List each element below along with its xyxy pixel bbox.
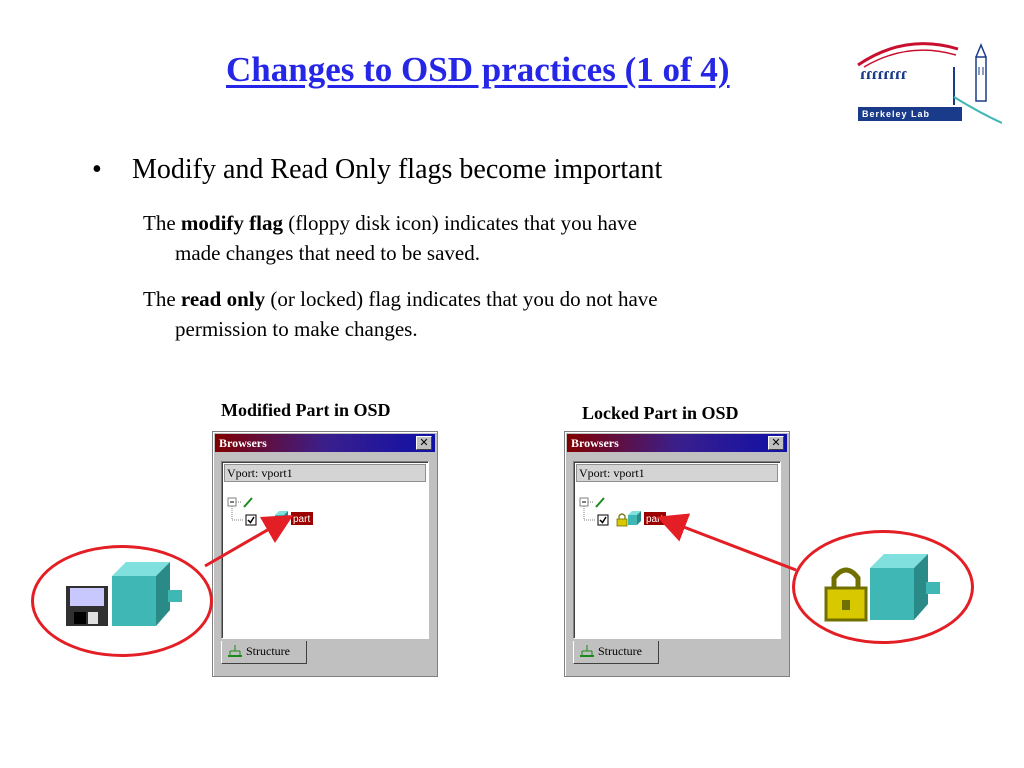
window-title: Browsers bbox=[219, 436, 267, 450]
part-label-tag[interactable] bbox=[644, 512, 666, 525]
part-cube-icon bbox=[870, 554, 940, 620]
window-titlebar[interactable] bbox=[567, 434, 787, 452]
tab-label: Structure bbox=[598, 644, 642, 658]
berkeley-lab-logo bbox=[850, 35, 1002, 127]
sub-item-read-only bbox=[143, 284, 793, 344]
part-tree bbox=[574, 482, 774, 542]
pencil-icon bbox=[244, 498, 252, 507]
bullet-text: Modify and Read Only flags become important bbox=[132, 154, 663, 185]
part-tree bbox=[222, 482, 422, 542]
tab-structure[interactable] bbox=[221, 641, 307, 664]
vport-header[interactable]: Vport: vport1 bbox=[576, 464, 778, 482]
expand-toggle-icon[interactable] bbox=[580, 498, 588, 506]
close-button[interactable]: ✕ bbox=[768, 436, 784, 450]
svg-text:part: part bbox=[646, 514, 664, 525]
visibility-checkbox[interactable] bbox=[246, 515, 256, 525]
svg-text:part: part bbox=[293, 514, 311, 525]
slide-title: Changes to OSD practices (1 of 4) bbox=[226, 50, 730, 89]
structure-tree-panel bbox=[573, 461, 781, 639]
sub-item-modify-flag bbox=[143, 208, 793, 268]
zoomed-padlock-cube bbox=[822, 548, 946, 624]
pencil-icon bbox=[596, 498, 604, 507]
structure-tree-icon bbox=[580, 644, 594, 658]
tab-label: Structure bbox=[246, 644, 290, 658]
close-button[interactable]: ✕ bbox=[416, 436, 432, 450]
visibility-checkbox[interactable] bbox=[598, 515, 608, 525]
part-label-tag[interactable] bbox=[291, 512, 313, 525]
sub-item-rest: (floppy disk icon) indicates that you have bbox=[282, 211, 637, 235]
caption-locked: Locked Part in OSD bbox=[582, 403, 739, 423]
logo-text: Berkeley Lab bbox=[862, 109, 931, 119]
floppy-disk-icon bbox=[266, 517, 274, 525]
sub-item-prefix: The bbox=[143, 211, 181, 235]
caption-modified: Modified Part in OSD bbox=[221, 400, 391, 420]
vport-header[interactable]: Vport: vport1 bbox=[224, 464, 426, 482]
sub-item-bold: modify flag bbox=[180, 211, 283, 235]
floppy-disk-icon bbox=[66, 586, 108, 626]
browser-window-locked bbox=[564, 431, 790, 677]
structure-tree-panel bbox=[221, 461, 429, 639]
sub-item-line2: permission to make changes. bbox=[175, 317, 418, 341]
padlock-icon bbox=[826, 570, 866, 620]
sub-item-line2: made changes that need to be saved. bbox=[175, 241, 480, 265]
part-cube-icon bbox=[112, 562, 182, 626]
zoomed-floppy-cube bbox=[64, 560, 188, 630]
part-cube-icon bbox=[628, 511, 641, 525]
browser-window-modified bbox=[212, 431, 438, 677]
expand-toggle-icon[interactable] bbox=[228, 498, 236, 506]
window-titlebar[interactable] bbox=[215, 434, 435, 452]
bullet-marker: • bbox=[92, 154, 102, 185]
sub-item-prefix: The bbox=[143, 287, 181, 311]
sub-item-bold: read only bbox=[180, 287, 266, 311]
window-title: Browsers bbox=[571, 436, 619, 450]
svg-text:ɾɾɾɾɾɾɾɾ: ɾɾɾɾɾɾɾɾ bbox=[860, 64, 907, 83]
part-cube-icon bbox=[275, 511, 288, 525]
sub-item-rest: (or locked) flag indicates that you do not have bbox=[265, 287, 658, 311]
tab-structure[interactable] bbox=[573, 641, 659, 664]
structure-tree-icon bbox=[228, 644, 242, 658]
padlock-icon bbox=[617, 514, 627, 526]
